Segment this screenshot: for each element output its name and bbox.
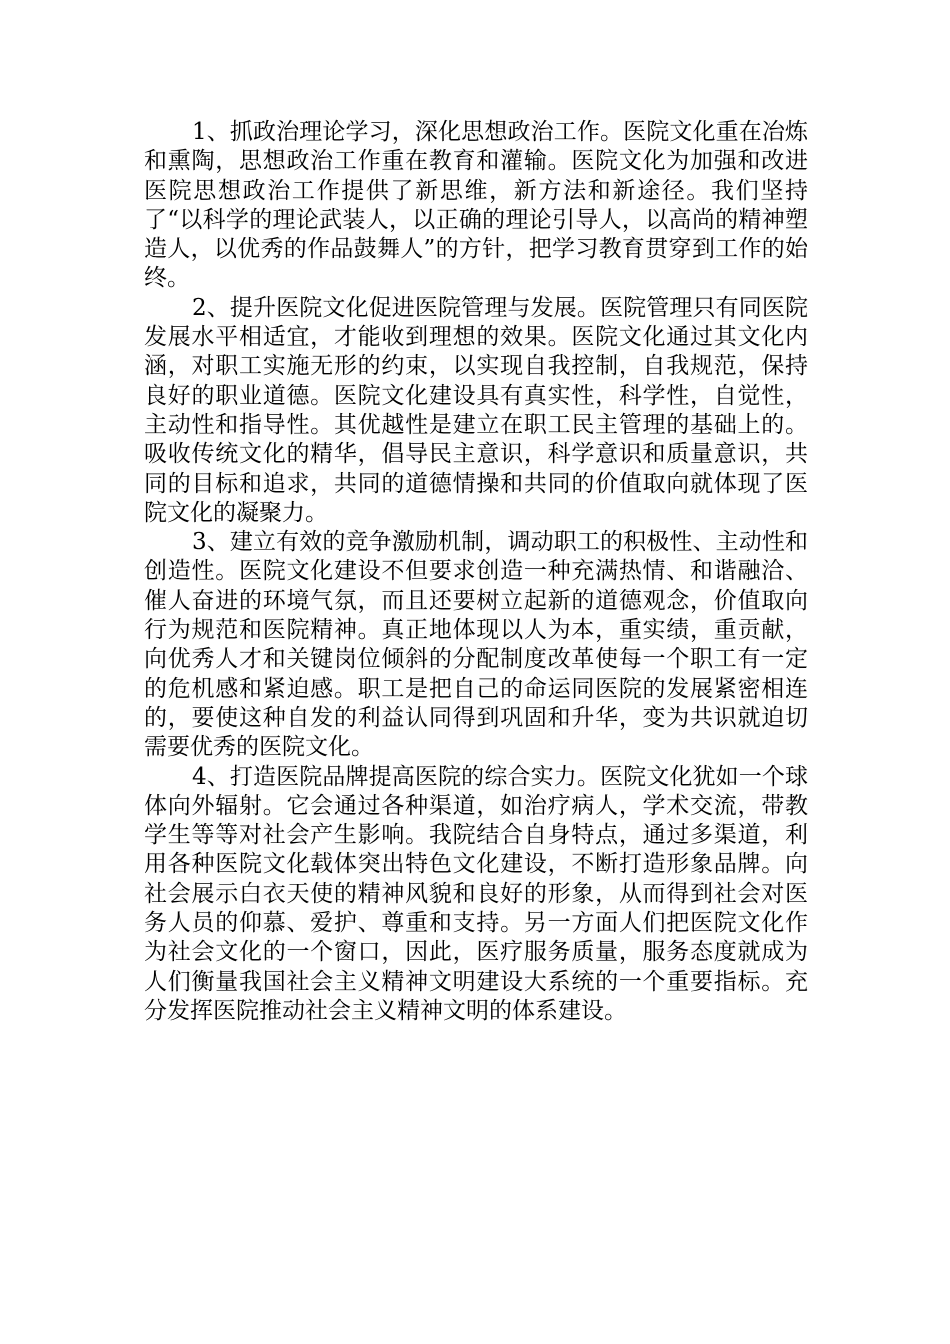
paragraph-4: 4、打造医院品牌提高医院的综合实力。医院文化犹如一个球体向外辐射。它会通过各种渠道，如治疗病人，学术交流，带教学生等等对社会产生影响。我院结合自身特点，通过多渠道，利用各种医院文化载体突出特色文化建设，不断打造形象品牌。向社会展示白衣天使的精神风貌和良好的形象，从而得到社会对医务人员的仰慕、爱护、尊重和支持。另一方面人们把医院文化作为社会文化的一个窗口，因此，医疗服务质量，服务态度就成为人们衡量我国社会主义精神文明建设大系统的一个重要指标。充分发挥医院推动社会主义精神文明的体系建设。 [144, 763, 808, 1024]
paragraph-1: 1、抓政治理论学习，深化思想政治工作。医院文化重在冶炼和熏陶，思想政治工作重在教育和灌输。医院文化为加强和改进医院思想政治工作提供了新思维，新方法和新途径。我们坚持了“以科学的理论武装人，以正确的理论引导人，以高尚的精神塑造人，以优秀的作品鼓舞人”的方针，把学习教育贯穿到工作的始终。 [144, 119, 808, 292]
paragraph-2: 2、提升医院文化促进医院管理与发展。医院管理只有同医院发展水平相适宜，才能收到理想的效果。医院文化通过其文化内涵，对职工实施无形的约束，以实现自我控制，自我规范，保持良好的职业道德。医院文化建设具有真实性，科学性，自觉性，主动性和指导性。其优越性是建立在职工民主管理的基础上的。吸收传统文化的精华，倡导民主意识，科学意识和质量意识，共同的目标和追求，共同的道德情操和共同的价值取向就体现了医院文化的凝聚力。 [144, 294, 808, 526]
document-body [144, 118, 808, 1026]
paragraph-3: 3、建立有效的竞争激励机制，调动职工的积极性、主动性和创造性。医院文化建设不但要求创造一种充满热情、和谐融洽、催人奋进的环境气氛，而且还要树立起新的道德观念，价值取向行为规范和医院精神。真正地体现以人为本，重实绩，重贡献，向优秀人才和关键岗位倾斜的分配制度改革使每一个职工有一定的危机感和紧迫感。职工是把自己的命运同医院的发展紧密相连的，要使这种自发的利益认同得到巩固和升华，变为共识就迫切需要优秀的医院文化。 [144, 529, 808, 761]
